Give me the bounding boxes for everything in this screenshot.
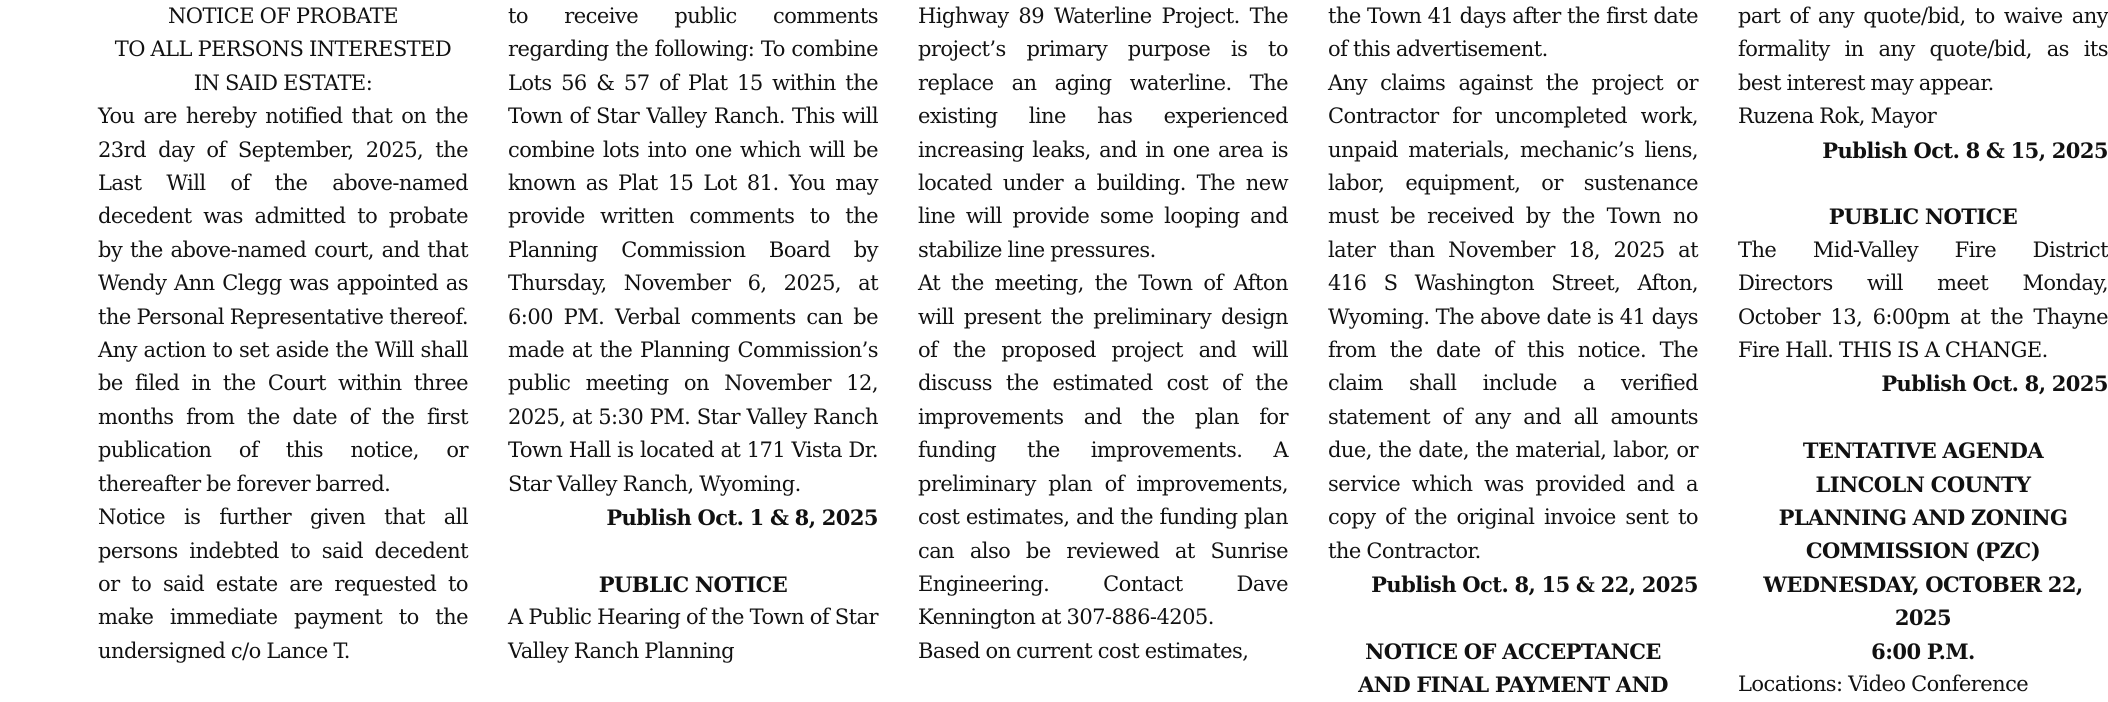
column-2 [508,0,878,668]
spacer [1738,401,2108,434]
final-payment-paragraph-1: the Town 41 days after the first date of this advertisement. [1328,4,1698,62]
waterline-project-paragraph-3: Based on current cost estimates, [918,638,1249,663]
probate-notice-paragraph-1: You are hereby notified that on the 23rd day of September, 2025, the Last Will of the above-named decedent was admitted to probate by the above-named court, and that Wendy Ann Clegg was appointed as the Personal Representative thereof. Any action to set aside the Will shall be filed in the Court within three months from the date of the first publication of this notice, or thereafter be forever barred. [98,104,468,496]
publish-dates-label: Publish Oct. 1 & 8, 2025 [606,505,878,531]
agenda-heading-line-7: 6:00 P.M. [1871,638,1975,664]
agenda-heading-line-4: COMMISSION (PZC) [1805,538,2041,564]
spacer [508,535,878,568]
probate-notice-paragraph-2: Notice is further given that all persons indebted to said decedent or to said estate are requested to make immediate payment to the undersigned c/o Lance T. [98,505,468,663]
agenda-heading-line-3: PLANNING AND ZONING [1778,505,2068,531]
mayor-signature-line: Ruzena Rok, Mayor [1738,104,1937,129]
column-1 [98,0,468,668]
publish-dates-label: Publish Oct. 8, 2025 [1881,371,2108,397]
acceptance-notice-heading-line-2: AND FINAL PAYMENT AND [1358,672,1668,698]
column-4 [1328,0,1698,702]
waterline-project-paragraph-2: At the meeting, the Town of Afton will present the preliminary design of the proposed project and will discuss the estimated cost of the improvements and the plan for funding the improvements. A preliminary plan of improvements, cost estimates, and the funding plan can also be reviewed at Sunrise Engineering. Contact Dave Kennington at 307-886-4205. [918,271,1288,630]
waterline-project-paragraph-1: Highway 89 Waterline Project. The project’s primary purpose is to replace an aging waterline. The existing line has experienced increasing leaks, and in one area is located under a building. The new line will provide some looping and stabilize line pressures. [918,4,1288,262]
agenda-heading-line-1: TENTATIVE AGENDA [1802,438,2044,464]
publish-dates-label: Publish Oct. 8 & 15, 2025 [1822,137,2108,163]
probate-notice-heading-line-3: IN SAID ESTATE: [193,70,373,95]
probate-notice-heading-line-1: NOTICE OF PROBATE [167,4,399,28]
agenda-heading-line-5: WEDNESDAY, OCTOBER 22, [1763,571,2083,597]
quote-bid-paragraph: part of any quote/bid, to waive any formality in any quote/bid, as its best interest may appear. [1738,4,2108,95]
agenda-locations-line: Locations: Video Conference [1738,672,2029,697]
public-notice-heading: PUBLIC NOTICE [598,571,788,597]
final-payment-paragraph-2: Any claims against the project or Contractor for uncompleted work, unpaid materials, mechanic’s liens, labor, equipment, or sustenance must be received by the Town no later than November 18, 2025 at 416 S Washington Street, Afton, Wyoming. The above date is 41 days from the date of this notice. The claim shall include a verified statement of any and all amounts due, the date, the material, labor, or service which was provided and a copy of the original invoice sent to the Contractor. [1328,70,1698,563]
agenda-heading-line-6: 2025 [1894,605,1952,631]
acceptance-notice-heading-line-1: NOTICE OF ACCEPTANCE [1365,638,1661,664]
column-5 [1738,0,2108,702]
publish-dates-label: Publish Oct. 8, 15 & 22, 2025 [1371,571,1698,597]
public-hearing-paragraph: A Public Hearing of the Town of Star Valley Ranch Planning [508,605,878,663]
spacer [1738,167,2108,200]
column-3 [918,0,1288,668]
spacer [1328,601,1698,634]
lot-combination-notice-paragraph: to receive public comments regarding the following: To combine Lots 56 & 57 of Plat 15 within the Town of Star Valley Ranch. This will combine lots into one which will be known as Plat 15 Lot 81. You may provide written comments to the Planning Commission Board by Thursday, November 6, 2025, at 6:00 PM. Verbal comments can be made at the Planning Commission’s public meeting on November 12, 2025, at 5:30 PM. Star Valley Ranch Town Hall is located at 171 Vista Dr. Star Valley Ranch, Wyoming. [508,4,878,496]
public-notice-heading: PUBLIC NOTICE [1828,204,2018,230]
probate-notice-heading-line-2: TO ALL PERSONS INTERESTED [114,37,452,62]
agenda-heading-line-2: LINCOLN COUNTY [1815,471,2031,497]
fire-district-paragraph: The Mid-Valley Fire District Directors will meet Monday, October 13, 6:00pm at the Thayne Fire Hall. THIS IS A CHANGE. [1738,237,2108,363]
